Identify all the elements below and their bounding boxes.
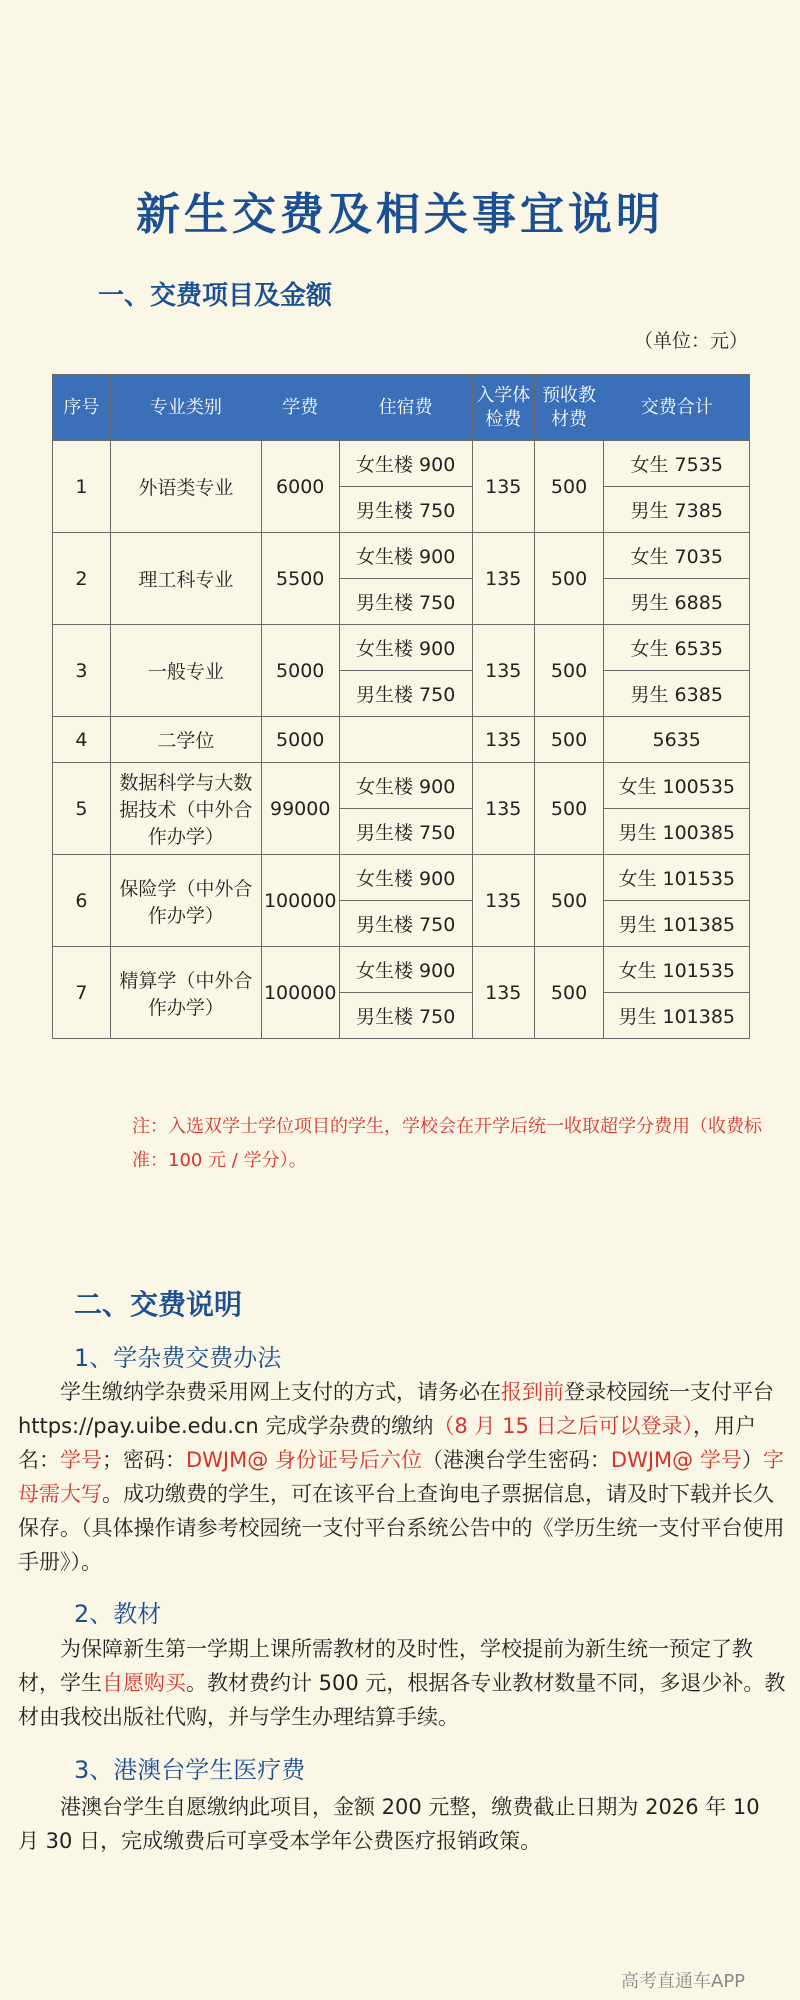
cell-book: 500 (534, 855, 604, 947)
cell-tuition: 5000 (261, 717, 339, 763)
cell-book: 500 (534, 533, 604, 625)
page-title: 新生交费及相关事宜说明 (136, 189, 664, 240)
cell-major: 一般专业 (110, 625, 261, 717)
table-row (53, 717, 750, 763)
cell-no: 4 (53, 717, 111, 763)
cell-exam: 135 (472, 763, 534, 855)
unit-label: （单位：元） (634, 330, 749, 352)
fee-note: 注：入选双学士学位项目的学生，学校会在开学后统一收取超学分费用（收费标准：100 元 / 学分）。 (132, 1116, 762, 1171)
header-no: 序号 (53, 375, 111, 441)
header-book: 预收教材费 (534, 375, 604, 441)
cell-major: 二学位 (110, 717, 261, 763)
cell-dorm: 男生楼 750 (339, 671, 472, 717)
cell-dorm: 男生楼 750 (339, 993, 472, 1039)
table-row (53, 625, 750, 671)
highlight-text: DWJM@ 身份证号后六位 (186, 1448, 422, 1472)
cell-tuition: 100000 (261, 855, 339, 947)
cell-dorm: 男生楼 750 (339, 487, 472, 533)
subsection-title-textbooks: 2、教材 (74, 1600, 162, 1628)
cell-total: 男生 100385 (604, 809, 750, 855)
table-header-row (53, 375, 750, 441)
cell-total: 男生 101385 (604, 993, 750, 1039)
cell-total: 男生 6385 (604, 671, 750, 717)
cell-total: 女生 7035 (604, 533, 750, 579)
subsection-title-fee-method: 1、学杂费交费办法 (74, 1344, 282, 1372)
cell-no: 3 (53, 625, 111, 717)
cell-dorm: 女生楼 900 (339, 441, 472, 487)
header-exam: 入学体检费 (472, 375, 534, 441)
table-row (53, 855, 750, 901)
highlight-text: 学号 (60, 1448, 102, 1472)
cell-exam: 135 (472, 717, 534, 763)
cell-dorm: 男生楼 750 (339, 579, 472, 625)
cell-exam: 135 (472, 441, 534, 533)
cell-dorm: 男生楼 750 (339, 901, 472, 947)
cell-total: 男生 101385 (604, 901, 750, 947)
cell-major: 数据科学与大数据技术（中外合作办学） (110, 763, 261, 855)
paragraph-fee-method (18, 1375, 786, 1579)
cell-book: 500 (534, 441, 604, 533)
cell-dorm: 女生楼 900 (339, 947, 472, 993)
header-dorm: 住宿费 (339, 375, 472, 441)
cell-major: 外语类专业 (110, 441, 261, 533)
cell-total: 女生 6535 (604, 625, 750, 671)
cell-dorm: 女生楼 900 (339, 763, 472, 809)
cell-tuition: 5000 (261, 625, 339, 717)
cell-dorm: 男生楼 750 (339, 809, 472, 855)
body-text: 学生缴纳学杂费采用网上支付的方式，请务必在 (60, 1380, 501, 1404)
paragraph-textbooks (18, 1632, 786, 1734)
paragraph-medical (18, 1790, 786, 1858)
body-text: 为保障新生第一学期上课所需教材的及时性，学校提前为新生统一预定了教材，学生 (18, 1637, 753, 1695)
table-row (53, 763, 750, 809)
cell-tuition: 6000 (261, 441, 339, 533)
cell-total: 女生 101535 (604, 947, 750, 993)
cell-no: 5 (53, 763, 111, 855)
cell-dorm: 女生楼 900 (339, 625, 472, 671)
header-major: 专业类别 (110, 375, 261, 441)
table-row (53, 441, 750, 487)
highlight-text: 字母需大写 (18, 1448, 784, 1506)
body-text: ，用户名： (18, 1414, 757, 1472)
cell-exam: 135 (472, 625, 534, 717)
body-text: 港澳台学生自愿缴纳此项目，金额 200 元整，缴费截止日期为 2026 年 10 月 30 日，完成缴费后可享受本学年公费医疗报销政策。 (18, 1795, 760, 1853)
body-text: （港澳台学生密码： (421, 1448, 611, 1472)
body-text: 。教材费约计 500 元，根据各专业教材数量不同，多退少补。教材由我校出版社代购，并与学生办理结算手续。 (18, 1671, 786, 1729)
cell-book: 500 (534, 763, 604, 855)
body-text: ） (741, 1448, 763, 1472)
body-text: ；密码： (102, 1448, 186, 1472)
table-body (53, 441, 750, 1039)
header-tuition: 学费 (261, 375, 339, 441)
highlight-text: （8 月 15 日之后可以登录） (433, 1414, 694, 1438)
table-row (53, 947, 750, 993)
cell-dorm: 女生楼 900 (339, 855, 472, 901)
body-text: 登录校园统一支付平台 https://pay.uibe.edu.cn 完成学杂费的缴纳 (18, 1380, 774, 1438)
table-row (53, 533, 750, 579)
cell-book: 500 (534, 625, 604, 717)
cell-total: 女生 101535 (604, 855, 750, 901)
footer-watermark: 高考直通车APP (621, 1971, 746, 1992)
cell-total: 女生 100535 (604, 763, 750, 809)
cell-no: 2 (53, 533, 111, 625)
cell-dorm (339, 717, 472, 763)
highlight-text: DWJM@ 学号 (610, 1448, 742, 1472)
cell-exam: 135 (472, 947, 534, 1039)
cell-no: 1 (53, 441, 111, 533)
cell-tuition: 5500 (261, 533, 339, 625)
cell-total: 女生 7535 (604, 441, 750, 487)
cell-major: 保险学（中外合作办学） (110, 855, 261, 947)
section-heading-instructions: 二、交费说明 (74, 1288, 243, 1321)
cell-book: 500 (534, 947, 604, 1039)
body-text: 。成功缴费的学生，可在该平台上查询电子票据信息，请及时下载并长久保存。（具体操作请参考校园统一支付平台系统公告中的《学历生统一支付平台使用手册》）。 (18, 1482, 785, 1574)
cell-total: 男生 6885 (604, 579, 750, 625)
highlight-text: 自愿购买 (102, 1671, 186, 1695)
cell-major: 精算学（中外合作办学） (110, 947, 261, 1039)
cell-tuition: 100000 (261, 947, 339, 1039)
cell-total: 5635 (604, 717, 750, 763)
cell-no: 6 (53, 855, 111, 947)
cell-no: 7 (53, 947, 111, 1039)
fee-table (52, 374, 750, 1039)
cell-dorm: 女生楼 900 (339, 533, 472, 579)
section-heading-fees: 一、交费项目及金额 (98, 281, 333, 311)
cell-exam: 135 (472, 533, 534, 625)
cell-book: 500 (534, 717, 604, 763)
subsection-title-medical: 3、港澳台学生医疗费 (74, 1756, 306, 1784)
cell-exam: 135 (472, 855, 534, 947)
cell-tuition: 99000 (261, 763, 339, 855)
cell-total: 男生 7385 (604, 487, 750, 533)
cell-major: 理工科专业 (110, 533, 261, 625)
highlight-text: 报到前 (501, 1380, 564, 1404)
header-total: 交费合计 (604, 375, 750, 441)
